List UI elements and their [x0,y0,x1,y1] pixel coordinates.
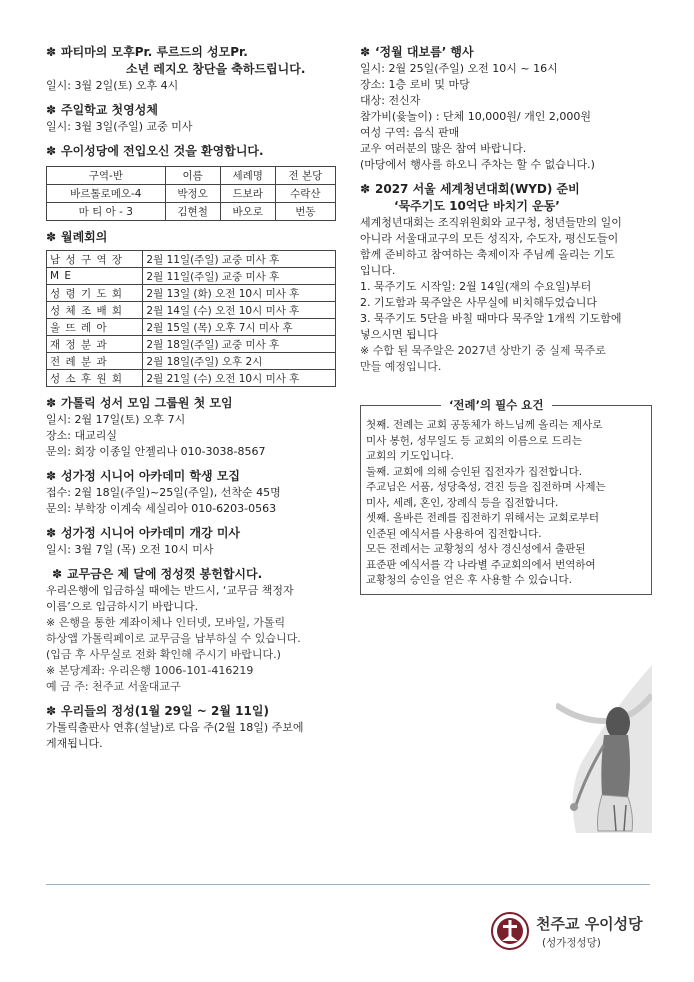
wyd-section [360,181,652,375]
bible-group-section [46,395,342,460]
festival-line: 교우 여러분의 많은 참여 바랍니다. [360,142,527,155]
wyd-line: 함께 준비하고 참여하는 축제이자 주님께 올리는 기도 [360,248,615,261]
liturgy-line: 셋째. 올바른 전례를 집전하기 위해서는 교회로부터 [366,512,600,524]
wyd-line: ※ 수합 된 묵주알은 2027년 상반기 중 실제 묵주로 [360,344,606,357]
offering-line: 우리은행에 입금하실 때에는 반드시, ‘교무금 책정자 [46,584,294,597]
meeting-time: 2월 13일 (화) 오전 10시 미사 후 [143,285,336,302]
table-cell: 드보라 [220,185,275,203]
meeting-group: 재 정 분 과 [47,336,143,353]
table-row [47,319,336,336]
wyd-line: 만들 예정입니다. [360,360,442,373]
meeting-group: 울 뜨 레 아 [47,319,143,336]
academy-open-title: ✽ 성가정 시니어 아카데미 개강 미사 [46,526,241,540]
table-cell: 바르톨로메오-4 [47,185,166,203]
offering-line: 이름’으로 입금하시기 바랍니다. [46,600,199,613]
bible-group-line: 장소: 대교리실 [46,429,117,442]
left-column [46,44,342,760]
offering-section [46,566,342,695]
table-cell: 번동 [275,203,335,221]
church-logo [490,905,650,957]
welcome-title: ✽ 우이성당에 전입오신 것을 환영합니다. [46,144,264,158]
table-row [47,302,336,319]
table-header-cell: 구역-반 [47,167,166,185]
liturgy-line: 모든 전례서는 교황청의 성사 경신성에서 출판된 [366,543,586,555]
table-row [47,370,336,387]
right-column [360,44,652,595]
table-row [47,268,336,285]
festival-section [360,44,652,173]
asterisk-icon: ✽ [46,103,57,117]
table-cell: 바오로 [220,203,275,221]
meeting-time: 2월 11일(주일) 교중 미사 후 [143,251,336,268]
first-communion-section [46,102,342,135]
meeting-time: 2월 21일 (수) 오전 10시 미사 후 [143,370,336,387]
table-cell: 김현철 [165,203,220,221]
welcome-table [46,166,336,221]
liturgy-line: 미사, 세례, 혼인, 장례식 등을 집전합니다. [366,496,559,509]
table-row [47,336,336,353]
bible-group-line: 문의: 회장 이종일 안젤리나 010-3038-8567 [46,445,266,458]
liturgy-line: 표준판 예식서를 각 나라별 주교회의에서 번역하여 [366,558,596,571]
table-cell: 마 티 아 - 3 [47,203,166,221]
illustration-woman-image [556,665,652,833]
liturgy-title: ‘전례’의 필수 요건 [441,397,552,413]
table-row [47,353,336,370]
asterisk-icon: ✽ [46,144,57,158]
table-header-cell: 전 본당 [275,167,335,185]
wyd-line: 입니다. [360,264,396,277]
church-seal-icon [490,911,530,951]
academy-recruit-title: ✽ 성가정 시니어 아카데미 학생 모집 [46,469,241,483]
first-communion-title: ✽ 주일학교 첫영성체 [46,103,158,117]
meetings-table [46,250,336,387]
celebration-title-2: 소년 레지오 창단을 축하드립니다. [126,62,306,76]
festival-line: 일시: 2월 25일(주일) 오전 10시 ~ 16시 [360,62,558,75]
meeting-time: 2월 11일(주일) 교중 미사 후 [143,268,336,285]
academy-recruit-line: 문의: 부학장 이계숙 세실리아 010-6203-0563 [46,502,277,515]
asterisk-icon: ✽ [52,567,63,581]
devotion-section [46,703,342,752]
table-header-cell: 세례명 [220,167,275,185]
asterisk-icon: ✽ [46,469,57,483]
bible-group-title: ✽ 가톨릭 성서 모임 그룹원 첫 모임 [46,396,233,410]
festival-line: (마당에서 행사를 하오니 주차는 할 수 없습니다.) [360,158,595,171]
table-cell: 박정오 [165,185,220,203]
offering-line: ※ 은행을 통한 계좌이체나 인터넷, 모바일, 가톨릭 [46,616,286,629]
offering-title: ✽ 교무금은 제 달에 정성껏 봉헌합시다. [52,567,263,581]
meetings-title: ✽ 월례회의 [46,230,108,244]
wyd-line: 2. 기도함과 묵주알은 사무실에 비치해두었습니다 [360,296,597,309]
offering-line: ※ 본당계좌: 우리은행 1006-101-416219 [46,664,254,677]
liturgy-line: 첫째. 전례는 교회 공동체가 하느님께 올리는 제사로 [366,419,603,431]
meetings-section [46,229,342,387]
footer-divider [46,884,650,885]
liturgy-line: 교황청의 승인을 얻은 후 사용할 수 있습니다. [366,574,572,586]
wyd-line: 세계청년대회는 조직위원회와 교구청, 청년들만의 일이 [360,216,622,229]
asterisk-icon: ✽ [46,526,57,540]
devotion-line: 가톨릭출판사 연휴(설날)로 다음 주(2월 18일) 주보에 [46,721,304,734]
meeting-group: M E [47,268,143,285]
church-subname: (성가정성당) [542,937,601,949]
meeting-group: 성 체 조 배 회 [47,302,143,319]
welcome-section [46,143,342,221]
wyd-line: 1. 묵주기도 시작일: 2월 14일(재의 수요일)부터 [360,280,592,293]
liturgy-line: 인준된 예식서를 사용하여 집전합니다. [366,527,542,540]
wyd-line: 아니라 서울대교구의 모든 성직자, 수도자, 평신도들이 [360,232,619,245]
offering-line: (입금 후 사무실로 전화 확인해 주시기 바랍니다.) [46,648,281,661]
liturgy-box [360,398,652,595]
asterisk-icon: ✽ [360,45,371,59]
festival-line: 참가비(윷놀이) : 단체 10,000원/ 개인 2,000원 [360,110,591,123]
table-row [47,251,336,268]
academy-open-line: 일시: 3월 7일 (목) 오전 10시 미사 [46,543,214,556]
asterisk-icon: ✽ [46,45,57,59]
liturgy-line: 미사 봉헌, 성무일도 등 교회의 이름으로 드리는 [366,434,583,447]
table-cell: 수락산 [275,185,335,203]
meeting-group: 성 소 후 원 회 [47,370,143,387]
first-communion-detail: 일시: 3월 3일(주일) 교중 미사 [46,120,193,133]
festival-line: 장소: 1층 로비 및 마당 [360,78,470,91]
offering-line: 하상앱 가톨릭페이로 교무금을 납부하실 수 있습니다. [46,632,301,645]
meeting-time: 2월 18일(주일) 오후 2시 [143,353,336,370]
celebration-section [46,44,342,94]
festival-line: 여성 구역: 음식 판매 [360,126,460,139]
celebration-detail: 일시: 3월 2일(토) 오후 4시 [46,79,179,92]
meeting-time: 2월 14일 (수) 오전 10시 미사 후 [143,302,336,319]
wyd-line: 넣으시면 됩니다 [360,328,438,341]
table-row [47,203,336,221]
table-row [47,185,336,203]
church-name: 천주교 우이성당 [536,915,643,933]
wyd-title: ✽ 2027 서울 세계청년대회(WYD) 준비 [360,182,580,196]
meeting-group: 남 성 구 역 장 [47,251,143,268]
celebration-title-1: ✽ 파티마의 모후Pr. 루르드의 성모Pr. [46,45,248,59]
festival-line: 대상: 전신자 [360,94,421,107]
asterisk-icon: ✽ [46,704,57,718]
bible-group-line: 일시: 2월 17일(토) 오후 7시 [46,413,186,426]
asterisk-icon: ✽ [46,230,57,244]
devotion-title: ✽ 우리들의 정성(1월 29일 ~ 2월 11일) [46,704,269,718]
table-header-cell: 이름 [165,167,220,185]
table-row [47,285,336,302]
meeting-time: 2월 15일 (목) 오후 7시 미사 후 [143,319,336,336]
meeting-group: 전 례 분 과 [47,353,143,370]
liturgy-line: 둘째. 교회에 의해 승인된 집전자가 집전합니다. [366,465,583,478]
academy-recruit-line: 접수: 2월 18일(주일)~25일(주일), 선착순 45명 [46,486,281,499]
devotion-line: 게재됩니다. [46,737,103,750]
festival-title: ✽ ‘정월 대보름’ 행사 [360,45,474,59]
asterisk-icon: ✽ [360,182,371,196]
wyd-line: 3. 묵주기도 5단을 바칠 때마다 묵주알 1개씩 기도함에 [360,312,622,325]
meeting-time: 2월 18일(주일) 교중 미사 후 [143,336,336,353]
liturgy-line: 주교님은 서품, 성당축성, 견진 등을 집전하며 사제는 [366,481,606,493]
meeting-group: 성 령 기 도 회 [47,285,143,302]
wyd-subtitle: ‘묵주기도 10억단 바치기 운동’ [394,199,560,213]
offering-line: 예 금 주: 천주교 서울대교구 [46,680,181,693]
asterisk-icon: ✽ [46,396,57,410]
liturgy-line: 교회의 기도입니다. [366,450,454,462]
academy-recruit-section [46,468,342,517]
academy-open-section [46,525,342,558]
table-header-row [47,167,336,185]
